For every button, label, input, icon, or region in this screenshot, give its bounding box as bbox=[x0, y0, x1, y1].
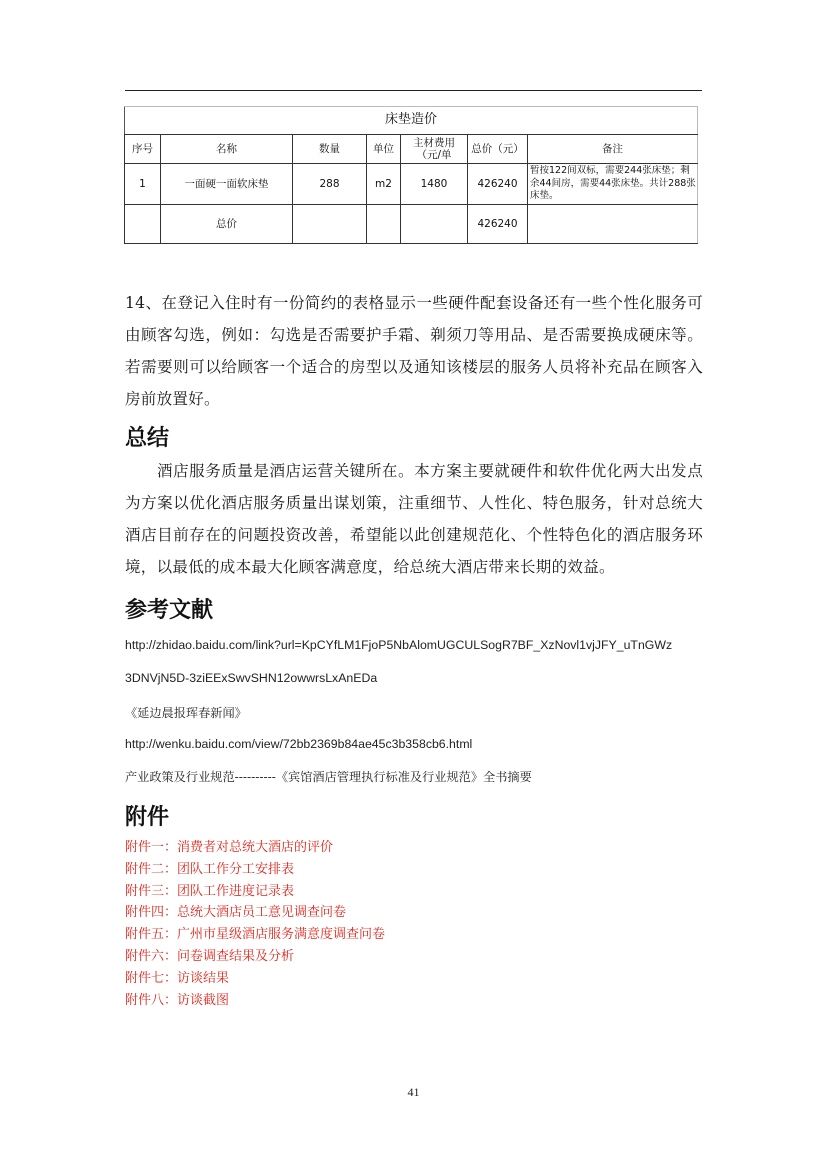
remarks-text: 暂按122间双标，需要244张床垫；剩余44间房，需要44张床垫。共计288张床垫。 bbox=[530, 165, 696, 201]
cell-remarks bbox=[528, 164, 698, 205]
summary-paragraph: 酒店服务质量是酒店运营关键所在。本方案主要就硬件和软件优化两大出发点为方案以优化酒店服务质量出谋划策，注重细节、人性化、特色服务，针对总统大酒店目前存在的问题投资改善，希望能以此创建规范化、个性特色化的酒店服务环境，以最低的成本最大化顾客满意度，给总统大酒店带来长期的效益。 bbox=[125, 462, 703, 576]
cell-total: 426240 bbox=[468, 164, 528, 205]
page-number: 41 bbox=[407, 1085, 420, 1099]
table-row bbox=[125, 164, 698, 205]
cell-quantity bbox=[293, 205, 367, 244]
col-header-quantity: 数量 bbox=[293, 135, 367, 164]
reference-item: http://zhidao.baidu.com/link?url=KpCYfLM1FjoP5NbAlomUGCULSogR7BF_XzNovl1vjJFY_uTnGWz bbox=[125, 638, 673, 652]
cell-material-cost: 1480 bbox=[401, 164, 468, 205]
col-header-unit: 单位 bbox=[367, 135, 401, 164]
reference-item: 产业政策及行业规范----------《宾馆酒店管理执行标准及行业规范》全书摘要 bbox=[125, 770, 532, 784]
item-14-paragraph: 14、在登记入住时有一份简约的表格显示一些硬件配套设备还有一些个性化服务可由顾客勾选，例如：勾选是否需要护手霜、剃须刀等用品、是否需要换成硬床等。若需要则可以给顾客一个适合的房型以及通知该楼层的服务人员将补充品在顾客入房前放置好。 bbox=[125, 294, 703, 408]
col-header-material-cost: 主材费用（元/单 bbox=[401, 135, 468, 164]
table-total-row bbox=[125, 205, 698, 244]
attachment-item: 附件二：团队工作分工安排表 bbox=[125, 861, 295, 877]
attachment-item: 附件三：团队工作进度记录表 bbox=[125, 883, 295, 899]
cell-unit bbox=[367, 205, 401, 244]
cell-material-cost bbox=[401, 205, 468, 244]
attachment-item: 附件四：总统大酒店员工意见调查问卷 bbox=[125, 905, 347, 921]
mattress-cost-table bbox=[124, 106, 697, 244]
cell-remarks bbox=[528, 205, 698, 244]
cell-name: 一面硬一面软床垫 bbox=[161, 164, 293, 205]
col-header-name: 名称 bbox=[161, 135, 293, 164]
references-heading: 参考文献 bbox=[125, 598, 214, 623]
cell-index bbox=[125, 205, 161, 244]
attachment-item: 附件五：广州市星级酒店服务满意度调查问卷 bbox=[125, 927, 386, 943]
cell-unit: m2 bbox=[367, 164, 401, 205]
attachments-heading: 附件 bbox=[125, 805, 170, 830]
attachment-item: 附件八：访谈截图 bbox=[125, 992, 230, 1008]
summary-heading: 总结 bbox=[125, 426, 170, 451]
attachment-item: 附件一：消费者对总统大酒店的评价 bbox=[125, 840, 334, 855]
col-header-remarks: 备注 bbox=[528, 135, 698, 164]
attachment-item: 附件七：访谈结果 bbox=[125, 970, 230, 986]
col-header-total: 总价（元） bbox=[468, 135, 528, 164]
col-header-index: 序号 bbox=[125, 135, 161, 164]
table-header-row bbox=[125, 135, 698, 164]
table-title: 床垫造价 bbox=[125, 107, 698, 135]
reference-item: 3DNVjN5D-3ziEExSwvSHN12owwrsLxAnEDa bbox=[125, 671, 378, 685]
header-rule bbox=[125, 90, 702, 91]
cell-index: 1 bbox=[125, 164, 161, 205]
cell-total-label: 总价 bbox=[161, 205, 293, 244]
reference-item: http://wenku.baidu.com/view/72bb2369b84ae45c3b358cb6.html bbox=[125, 737, 473, 751]
reference-item: 《延边晨报珲春新闻》 bbox=[125, 706, 247, 720]
cell-quantity: 288 bbox=[293, 164, 367, 205]
attachment-item: 附件六：问卷调查结果及分析 bbox=[125, 948, 295, 964]
attachments-list bbox=[125, 837, 385, 1011]
cell-grand-total: 426240 bbox=[468, 205, 528, 244]
